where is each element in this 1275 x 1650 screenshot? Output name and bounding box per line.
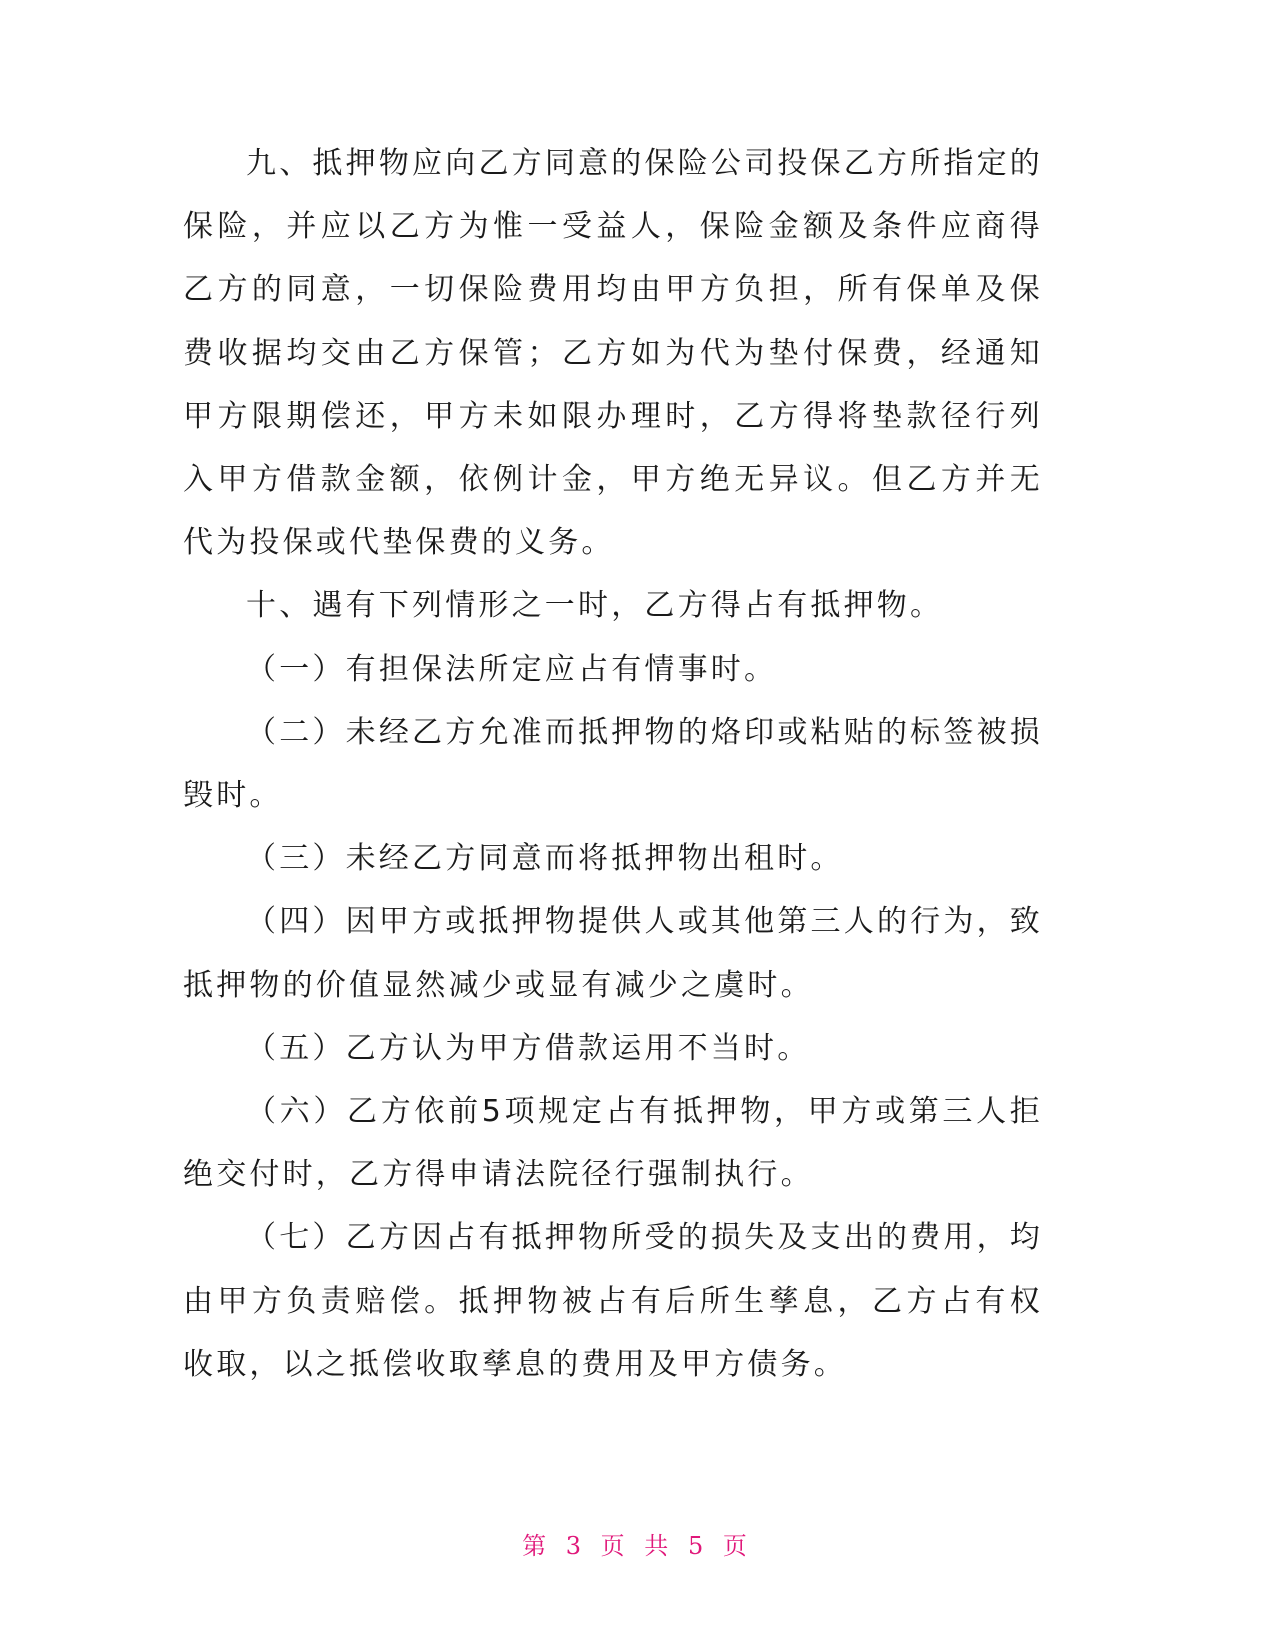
page-number-label: 第 3 页 共 5 页 <box>522 1532 753 1560</box>
paragraph-clause-9: 九、抵押物应向乙方同意的保险公司投保乙方所指定的保险，并应以乙方为惟一受益人，保险金额及条件应商得乙方的同意，一切保险费用均由甲方负担，所有保单及保费收据均交由乙方保管；乙方如为代为垫付保费，经通知甲方限期偿还，甲方未如限办理时，乙方得将垫款径行列入甲方借款金额，依例计金，甲方绝无异议。但乙方并无代为投保或代垫保费的义务。 <box>183 146 1043 561</box>
paragraph-item-5: （五）乙方认为甲方借款运用不当时。 <box>246 1030 811 1066</box>
paragraph-item-3: （三）未经乙方同意而将抵押物出租时。 <box>246 841 844 877</box>
paragraph-item-4: （四）因甲方或抵押物提供人或其他第三人的行为，致抵押物的价值显然减少或显有减少之虞时。 <box>183 904 1043 1003</box>
page-footer <box>0 1526 1275 1561</box>
paragraph-item-1: （一）有担保法所定应占有情事时。 <box>246 651 778 687</box>
document-body <box>183 132 1043 1396</box>
paragraph-item-2: （二）未经乙方允准而抵押物的烙印或粘贴的标签被损毁时。 <box>183 714 1043 814</box>
paragraph-item-7: （七）乙方因占有抵押物所受的损失及支出的费用，均由甲方负责赔偿。抵押物被占有后所生孳息，乙方占有权收取，以之抵偿收取孳息的费用及甲方债务。 <box>183 1220 1043 1382</box>
paragraph-item-6: （六）乙方依前5项规定占有抵押物，甲方或第三人拒绝交付时，乙方得申请法院径行强制执行。 <box>183 1094 1043 1193</box>
paragraph-clause-10: 十、遇有下列情形之一时，乙方得占有抵押物。 <box>246 588 944 624</box>
